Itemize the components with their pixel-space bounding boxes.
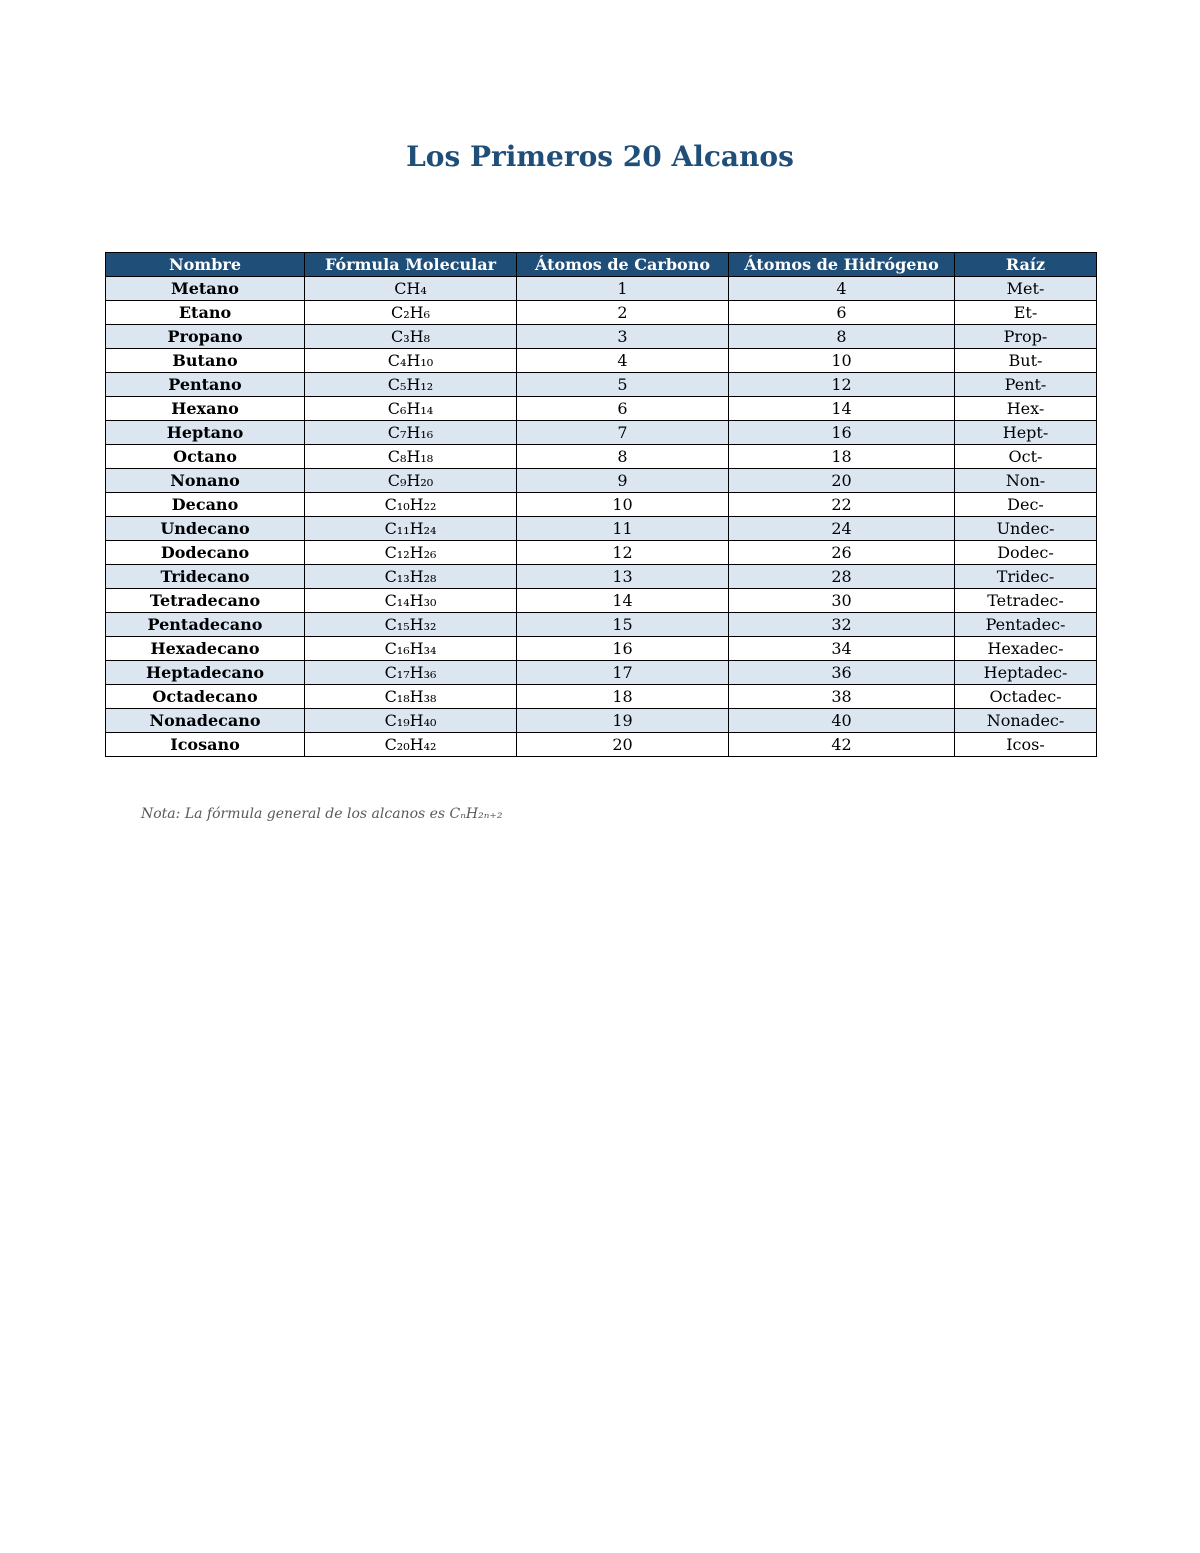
cell-name: Octano [106,445,305,469]
cell-root: Icos- [955,733,1097,757]
cell-hydrogen-count: 22 [729,493,955,517]
cell-hydrogen-count: 28 [729,565,955,589]
table-row [106,541,1097,565]
page-title: Los Primeros 20 Alcanos [406,140,794,173]
cell-name: Tetradecano [106,589,305,613]
table-header-row [106,253,1097,277]
cell-carbon-count: 11 [517,517,729,541]
cell-root: Octadec- [955,685,1097,709]
cell-root: Pent- [955,373,1097,397]
cell-root: Tetradec- [955,589,1097,613]
cell-formula: C₈H₁₈ [305,445,517,469]
cell-name: Pentadecano [106,613,305,637]
cell-name: Nonadecano [106,709,305,733]
cell-carbon-count: 9 [517,469,729,493]
cell-root: Pentadec- [955,613,1097,637]
cell-formula: C₁₈H₃₈ [305,685,517,709]
cell-name: Propano [106,325,305,349]
cell-hydrogen-count: 40 [729,709,955,733]
column-header-root: Raíz [955,253,1097,277]
alkanes-table [105,252,1097,757]
cell-name: Metano [106,277,305,301]
cell-formula: C₁₄H₃₀ [305,589,517,613]
cell-hydrogen-count: 24 [729,517,955,541]
cell-formula: C₁₀H₂₂ [305,493,517,517]
cell-hydrogen-count: 12 [729,373,955,397]
table-row [106,397,1097,421]
cell-carbon-count: 10 [517,493,729,517]
table-row [106,733,1097,757]
cell-hydrogen-count: 10 [729,349,955,373]
cell-hydrogen-count: 32 [729,613,955,637]
cell-formula: C₁₇H₃₆ [305,661,517,685]
table-row [106,517,1097,541]
cell-root: But- [955,349,1097,373]
cell-root: Undec- [955,517,1097,541]
cell-formula: C₂₀H₄₂ [305,733,517,757]
cell-carbon-count: 20 [517,733,729,757]
cell-root: Hept- [955,421,1097,445]
cell-name: Undecano [106,517,305,541]
cell-root: Oct- [955,445,1097,469]
cell-name: Icosano [106,733,305,757]
table-row [106,325,1097,349]
cell-formula: C₁₆H₃₄ [305,637,517,661]
cell-carbon-count: 4 [517,349,729,373]
cell-carbon-count: 3 [517,325,729,349]
cell-name: Octadecano [106,685,305,709]
column-header-nombre: Nombre [106,253,305,277]
cell-root: Dec- [955,493,1097,517]
table-row [106,301,1097,325]
cell-hydrogen-count: 14 [729,397,955,421]
table-row [106,493,1097,517]
cell-formula: C₁₃H₂₈ [305,565,517,589]
cell-hydrogen-count: 8 [729,325,955,349]
cell-name: Hexano [106,397,305,421]
cell-hydrogen-count: 42 [729,733,955,757]
cell-name: Etano [106,301,305,325]
cell-root: Tridec- [955,565,1097,589]
cell-name: Hexadecano [106,637,305,661]
table-row [106,349,1097,373]
cell-root: Met- [955,277,1097,301]
column-header-formula: Fórmula Molecular [305,253,517,277]
table-row [106,685,1097,709]
table-row [106,637,1097,661]
table-row [106,373,1097,397]
cell-name: Nonano [106,469,305,493]
cell-formula: C₁₂H₂₆ [305,541,517,565]
cell-root: Hex- [955,397,1097,421]
cell-hydrogen-count: 30 [729,589,955,613]
cell-root: Non- [955,469,1097,493]
cell-carbon-count: 8 [517,445,729,469]
cell-formula: C₉H₂₀ [305,469,517,493]
cell-root: Et- [955,301,1097,325]
cell-carbon-count: 19 [517,709,729,733]
cell-hydrogen-count: 36 [729,661,955,685]
cell-hydrogen-count: 18 [729,445,955,469]
cell-root: Prop- [955,325,1097,349]
table-row [106,709,1097,733]
cell-formula: C₁₅H₃₂ [305,613,517,637]
cell-hydrogen-count: 38 [729,685,955,709]
cell-carbon-count: 16 [517,637,729,661]
cell-hydrogen-count: 26 [729,541,955,565]
table-body [106,277,1097,757]
cell-formula: CH₄ [305,277,517,301]
cell-carbon-count: 1 [517,277,729,301]
cell-formula: C₅H₁₂ [305,373,517,397]
cell-root: Dodec- [955,541,1097,565]
cell-name: Tridecano [106,565,305,589]
table-row [106,589,1097,613]
cell-carbon-count: 12 [517,541,729,565]
cell-hydrogen-count: 4 [729,277,955,301]
cell-carbon-count: 17 [517,661,729,685]
table-row [106,421,1097,445]
cell-carbon-count: 14 [517,589,729,613]
cell-root: Heptadec- [955,661,1097,685]
cell-carbon-count: 13 [517,565,729,589]
table-row [106,613,1097,637]
cell-name: Pentano [106,373,305,397]
cell-carbon-count: 6 [517,397,729,421]
table-row [106,661,1097,685]
cell-root: Nonadec- [955,709,1097,733]
table-row [106,469,1097,493]
cell-formula: C₆H₁₄ [305,397,517,421]
cell-formula: C₃H₈ [305,325,517,349]
column-header-carbon: Átomos de Carbono [517,253,729,277]
table-row [106,445,1097,469]
cell-carbon-count: 2 [517,301,729,325]
cell-hydrogen-count: 34 [729,637,955,661]
cell-name: Butano [106,349,305,373]
cell-formula: C₁₉H₄₀ [305,709,517,733]
cell-name: Heptadecano [106,661,305,685]
table-row [106,565,1097,589]
cell-carbon-count: 18 [517,685,729,709]
column-header-hydrogen: Átomos de Hidrógeno [729,253,955,277]
cell-formula: C₁₁H₂₄ [305,517,517,541]
cell-carbon-count: 15 [517,613,729,637]
cell-formula: C₇H₁₆ [305,421,517,445]
cell-formula: C₄H₁₀ [305,349,517,373]
table-row [106,277,1097,301]
cell-name: Heptano [106,421,305,445]
cell-hydrogen-count: 6 [729,301,955,325]
cell-root: Hexadec- [955,637,1097,661]
cell-name: Dodecano [106,541,305,565]
cell-hydrogen-count: 20 [729,469,955,493]
footnote: Nota: La fórmula general de los alcanos es CₙH₂ₙ₊₂ [141,806,503,822]
cell-formula: C₂H₆ [305,301,517,325]
cell-hydrogen-count: 16 [729,421,955,445]
cell-carbon-count: 7 [517,421,729,445]
cell-carbon-count: 5 [517,373,729,397]
cell-name: Decano [106,493,305,517]
